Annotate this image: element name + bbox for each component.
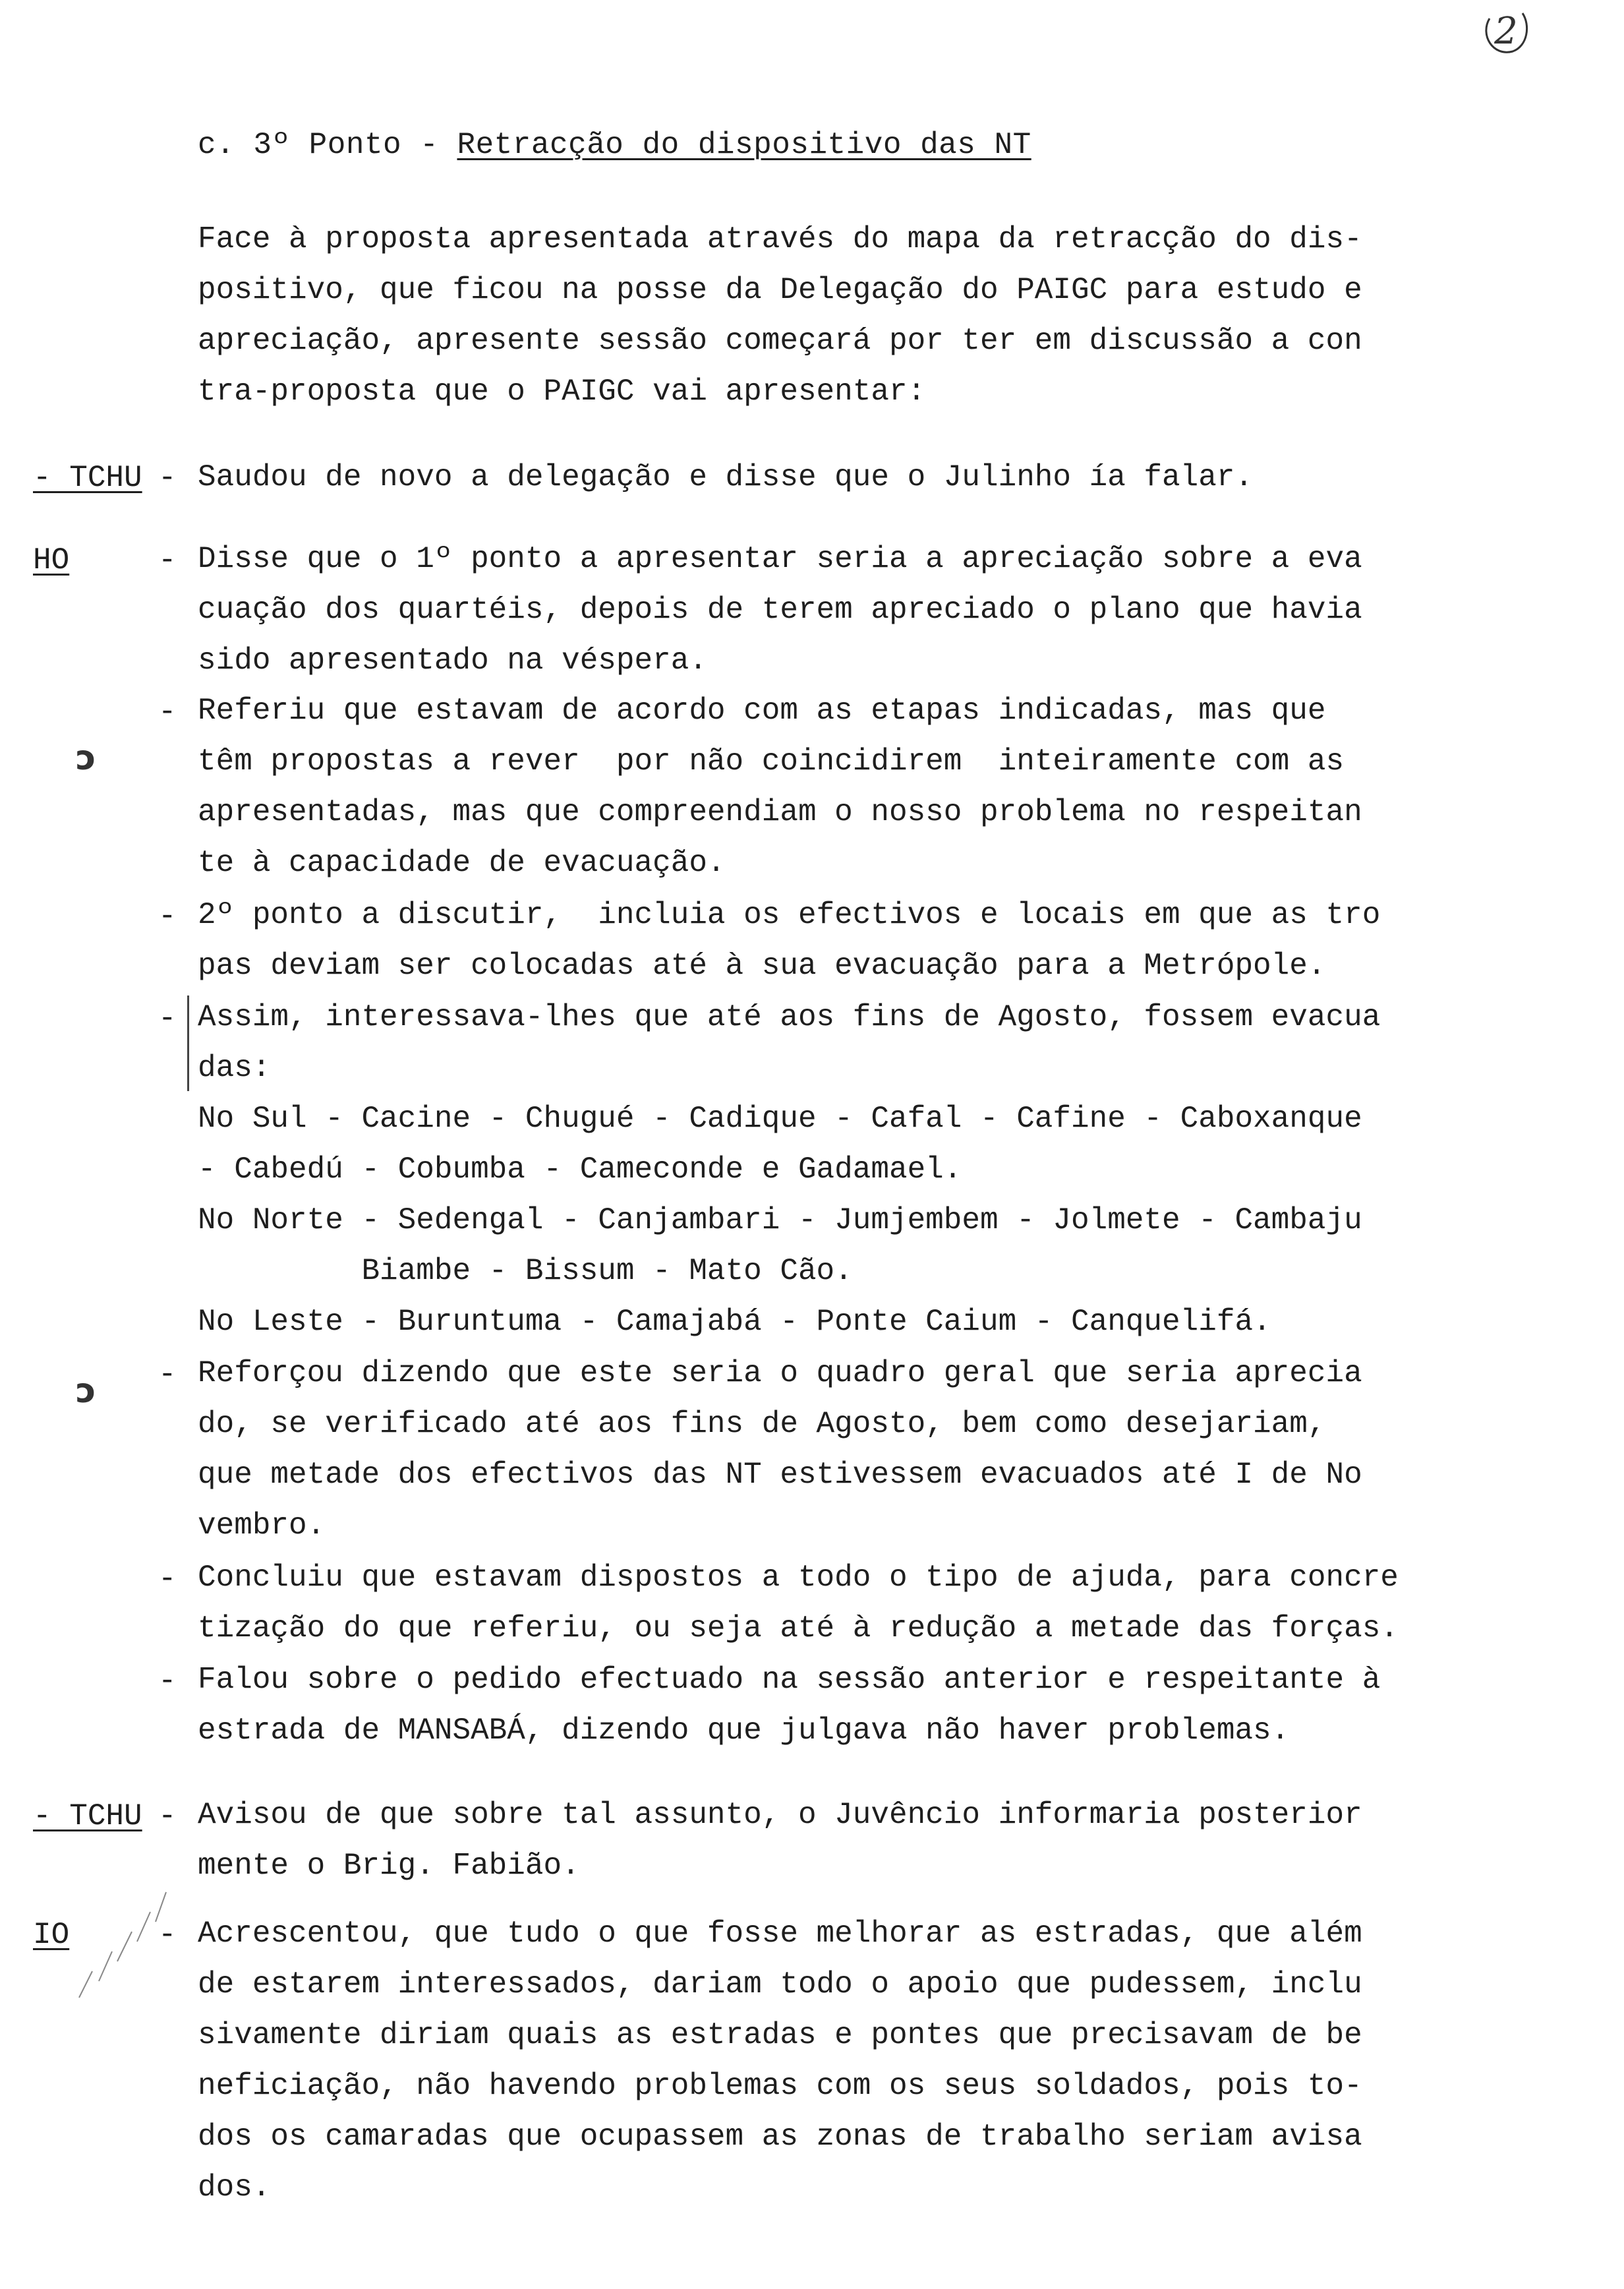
intro-line: positivo, que ficou na posse da Delegação do PAIGC para estudo e [198, 273, 1362, 307]
speech-line: sido apresentado na véspera. [198, 643, 707, 678]
item-dash: - [158, 899, 177, 934]
speech-item [198, 992, 1397, 1348]
speech-line: Saudou de novo a delegação e disse que o Julinho ía falar. [198, 460, 1254, 494]
speaker-label: - TCHU [33, 1799, 142, 1833]
speech-item [198, 452, 1397, 503]
speech-line: Disse que o 1º ponto a apresentar seria a apreciação sobre a eva [198, 542, 1362, 576]
speech-line: Reforçou dizendo que este seria o quadro geral que seria aprecia [198, 1356, 1362, 1390]
speech-line: No Norte - Sedengal - Canjambari - Jumjembem - Jolmete - Cambaju [198, 1203, 1362, 1237]
speech-line: que metade dos efectivos das NT estivessem evacuados até I de No [198, 1458, 1362, 1492]
speech-line: No Leste - Buruntuma - Camajabá - Ponte Caium - Canquelifá. [198, 1305, 1271, 1339]
speech-line: te à capacidade de evacuação. [198, 846, 726, 880]
speech-item [198, 1348, 1397, 1551]
section-header-title: Retracção do dispositivo das NT [457, 128, 1031, 162]
speech-line: - Cabedú - Cobumba - Cameconde e Gadamael. [198, 1152, 962, 1187]
section-header [198, 125, 1031, 165]
speech-line: do, se verificado até aos fins de Agosto, bem como desejariam, [198, 1407, 1326, 1441]
page-number-circle-icon [1476, 5, 1536, 58]
item-dash: - [158, 1562, 177, 1596]
speech-item [198, 534, 1397, 686]
speaker-label: IO [33, 1918, 70, 1952]
item-dash: - [158, 1799, 177, 1833]
speech-item [198, 1553, 1397, 1654]
speech-line: Avisou de que sobre tal assunto, o Juvêncio informaria posterior [198, 1798, 1362, 1832]
speech-line: mente o Brig. Fabião. [198, 1849, 580, 1883]
speech-item [198, 1790, 1397, 1891]
margin-mark-icon: ↄ [76, 1371, 96, 1411]
intro-paragraph [198, 214, 1397, 417]
intro-line: apreciação, apresente sessão começará por ter em discussão a con [198, 324, 1362, 358]
speaker-label: - TCHU [33, 461, 142, 495]
margin-mark-icon: ↄ [76, 738, 96, 778]
speaker-label: HO [33, 543, 70, 578]
speech-line: estrada de MANSABÁ, dizendo que julgava não haver problemas. [198, 1713, 1290, 1748]
speech-line: cuação dos quartéis, depois de terem apreciado o plano que havia [198, 593, 1362, 627]
speech-item [198, 686, 1397, 889]
speech-line: Acrescentou, que tudo o que fosse melhorar as estradas, que além [198, 1917, 1362, 1951]
speech-line: Concluiu que estavam dispostos a todo o tipo de ajuda, para concre [198, 1561, 1399, 1595]
speech-line: 2º ponto a discutir, incluia os efectivos e locais em que as tro [198, 898, 1381, 932]
margin-bracket [187, 996, 196, 1091]
speech-line: das: [198, 1051, 271, 1085]
speech-line: Falou sobre o pedido efectuado na sessão anterior e respeitante à [198, 1663, 1381, 1697]
page-number: 2 [1476, 5, 1536, 58]
item-dash: - [158, 695, 177, 729]
item-dash: - [158, 1664, 177, 1698]
speech-line: dos. [198, 2170, 271, 2205]
speech-line: apresentadas, mas que compreendiam o nosso problema no respeitan [198, 795, 1362, 829]
intro-line: Face à proposta apresentada através do mapa da retracção do dis- [198, 222, 1362, 256]
intro-line: tra-proposta que o PAIGC vai apresentar: [198, 374, 926, 409]
item-dash: - [158, 1918, 177, 1952]
speech-item [198, 1655, 1397, 1756]
speech-line: No Sul - Cacine - Chugué - Cadique - Cafal - Cafine - Caboxanque [198, 1102, 1362, 1136]
speech-line: de estarem interessados, dariam todo o apoio que pudessem, inclu [198, 1967, 1362, 2002]
speech-item [198, 1909, 1397, 2213]
speech-line: têm propostas a rever por não coincidirem inteiramente com as [198, 744, 1345, 779]
speech-line: pas deviam ser colocadas até à sua evacuação para a Metrópole. [198, 949, 1326, 983]
speech-line: vembro. [198, 1508, 326, 1543]
item-dash: - [158, 543, 177, 578]
speech-line: tização do que referiu, ou seja até à redução a metade das forças. [198, 1611, 1399, 1646]
speech-line: sivamente diriam quais as estradas e pontes que precisavam de be [198, 2018, 1362, 2052]
item-dash: - [158, 1001, 177, 1036]
speech-item [198, 890, 1397, 992]
speech-line: Assim, interessava-lhes que até aos fins de Agosto, fossem evacua [198, 1000, 1381, 1034]
speech-line: neficiação, não havendo problemas com os seus soldados, pois to- [198, 2069, 1362, 2103]
speech-line: Referiu que estavam de acordo com as etapas indicadas, mas que [198, 694, 1326, 728]
item-dash: - [158, 1357, 177, 1392]
item-dash: - [158, 461, 177, 495]
speech-line: dos os camaradas que ocupassem as zonas de trabalho seriam avisa [198, 2120, 1362, 2154]
speech-line: Biambe - Bissum - Mato Cão. [198, 1254, 853, 1288]
section-header-prefix: c. 3º Ponto - [198, 128, 457, 162]
